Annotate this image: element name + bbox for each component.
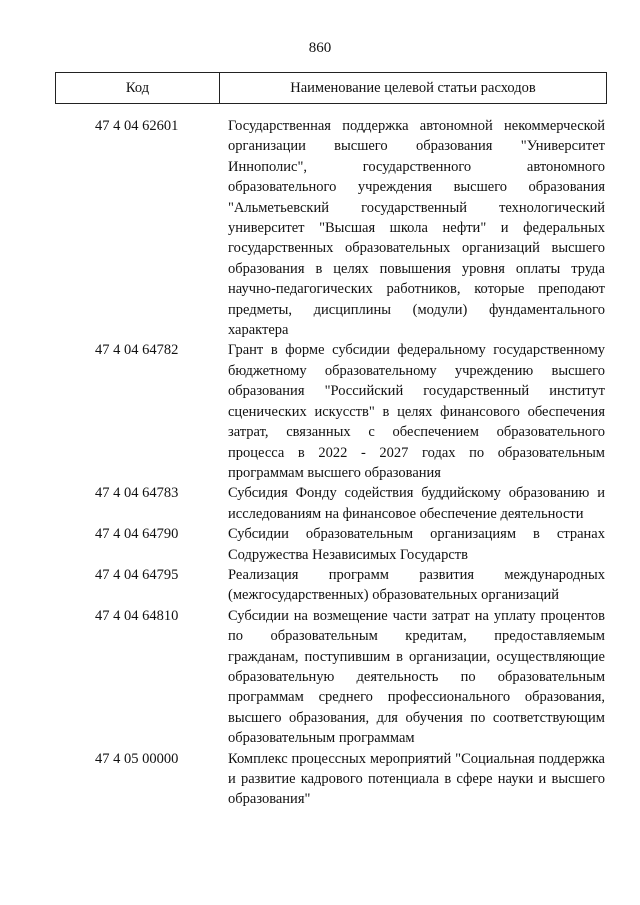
row-code: 47 4 04 64783 [95, 485, 179, 502]
table-row [0, 483, 640, 524]
row-name: Комплекс процессных мероприятий "Социальная поддержка и развитие кадрового потенциала в сфере науки и высшего образования" [228, 750, 605, 808]
row-code: 47 4 04 64810 [95, 607, 179, 624]
row-name: Субсидии образовательным организациям в странах Содружества Независимых Государств [228, 526, 605, 563]
table-row [0, 606, 640, 749]
table-row [0, 340, 640, 483]
row-code: 47 4 04 64790 [95, 526, 179, 543]
table-row [0, 116, 640, 340]
row-code: 47 4 04 64782 [95, 342, 179, 359]
table-body [0, 116, 640, 810]
table-header [55, 72, 607, 104]
row-name: Реализация программ развития международных (межгосударственных) образовательных организаций [228, 566, 605, 604]
table-row [0, 524, 640, 565]
header-name: Наименование целевой статьи расходов [290, 79, 536, 96]
row-code: 47 4 04 62601 [95, 118, 179, 134]
table-row [0, 749, 640, 810]
row-code: 47 4 05 00000 [95, 750, 179, 767]
row-name: Государственная поддержка автономной некоммерческой организации высшего образования "Университет Иннополис", государственного автономного образовательного учреждения высшего образования "Альметьевский государственный технологический университет "Высшая школа нефти" и федеральных государственных образовательных организаций высшего образования в целях повышения уровня оплаты труда научно-педагогических работников, которые преподают предметы, дисциплины (модули) фундаментального характера [228, 118, 605, 339]
table-row [0, 565, 640, 606]
row-name: Субсидии на возмещение части затрат на уплату процентов по образовательным кредитам, предоставляемым гражданам, поступившим в организации, осуществляющие образовательную деятельность по образовательным программам среднего профессионального образования, высшего образования, для обучения по соответствующим образовательным программам [228, 607, 605, 747]
row-name: Грант в форме субсидии федеральному государственному бюджетному образовательному учреждению высшего образования "Российский государственный институт сценических искусств" в целях финансового обеспечения затрат, связанных с обеспечением образовательного процесса в 2022 - 2027 годах по образовательным программам высшего образования [228, 342, 605, 481]
header-code: Код [56, 73, 220, 103]
page-number: 860 [308, 40, 332, 56]
row-code: 47 4 04 64795 [95, 566, 179, 583]
row-name: Субсидия Фонду содействия буддийскому образованию и исследованиям на финансовое обеспечение деятельности [228, 485, 605, 522]
